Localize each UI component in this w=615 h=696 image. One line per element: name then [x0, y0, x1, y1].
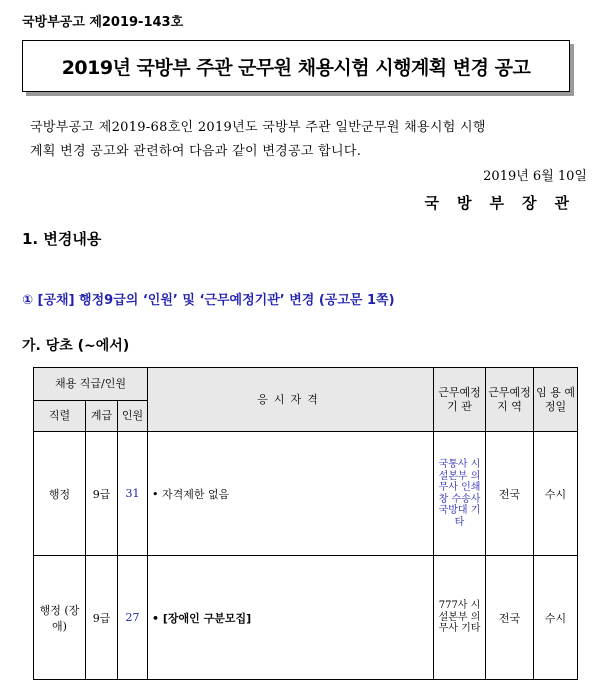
change-item-title: ① [공채] 행정9급의 ‘인원’ 및 ‘근무예정기관’ 변경 (공고문 1쪽) — [22, 293, 395, 308]
table-row — [34, 432, 578, 556]
header-region: 근무예정 지 역 — [486, 368, 534, 432]
header-count: 인원 — [118, 401, 148, 432]
intro-paragraph — [30, 116, 590, 164]
recruitment-table — [33, 367, 578, 680]
header-series: 직렬 — [34, 401, 86, 432]
intro-line-1: 국방부공고 제2019-68호인 2019년도 국방부 주관 일반군무원 채용시험 시행 — [30, 120, 486, 135]
cell-region: 전국 — [486, 556, 534, 680]
table-row — [34, 556, 578, 680]
issuer: 국방부장관 — [424, 194, 587, 212]
section-heading: 1. 변경내용 — [22, 230, 102, 248]
cell-series: 행정 (장애) — [34, 556, 86, 680]
header-qualification: 응시자격 — [148, 368, 434, 432]
header-org: 근무예정 기 관 — [434, 368, 486, 432]
issue-date: 2019년 6월 10일 — [483, 169, 587, 184]
notice-number: 국방부공고 제2019-143호 — [22, 15, 184, 30]
document-title — [22, 40, 570, 92]
title-text: 2019년 국방부 주관 군무원 채용시험 시행계획 변경 공고 — [61, 56, 531, 79]
cell-count: 27 — [118, 556, 148, 680]
sub-heading: 가. 당초 (~에서) — [22, 338, 130, 354]
intro-line-2: 계획 변경 공고와 관련하여 다음과 같이 변경공고 합니다. — [30, 144, 362, 159]
cell-org: 777사 시설본부 의무사 기타 — [434, 556, 486, 680]
cell-org: 국통사 시설본부 의무사 인쇄창 수송사 국방대 기타 — [434, 432, 486, 556]
cell-region: 전국 — [486, 432, 534, 556]
cell-count: 31 — [118, 432, 148, 556]
header-date: 임 용 예정일 — [534, 368, 578, 432]
header-grade: 계급 — [86, 401, 118, 432]
cell-qualification: • [장애인 구분모집] — [148, 556, 434, 680]
cell-grade: 9급 — [86, 556, 118, 680]
cell-series: 행정 — [34, 432, 86, 556]
cell-qualification: • 자격제한 없음 — [148, 432, 434, 556]
header-group: 채용 직급/인원 — [34, 368, 148, 401]
cell-grade: 9급 — [86, 432, 118, 556]
cell-date: 수시 — [534, 432, 578, 556]
cell-date: 수시 — [534, 556, 578, 680]
